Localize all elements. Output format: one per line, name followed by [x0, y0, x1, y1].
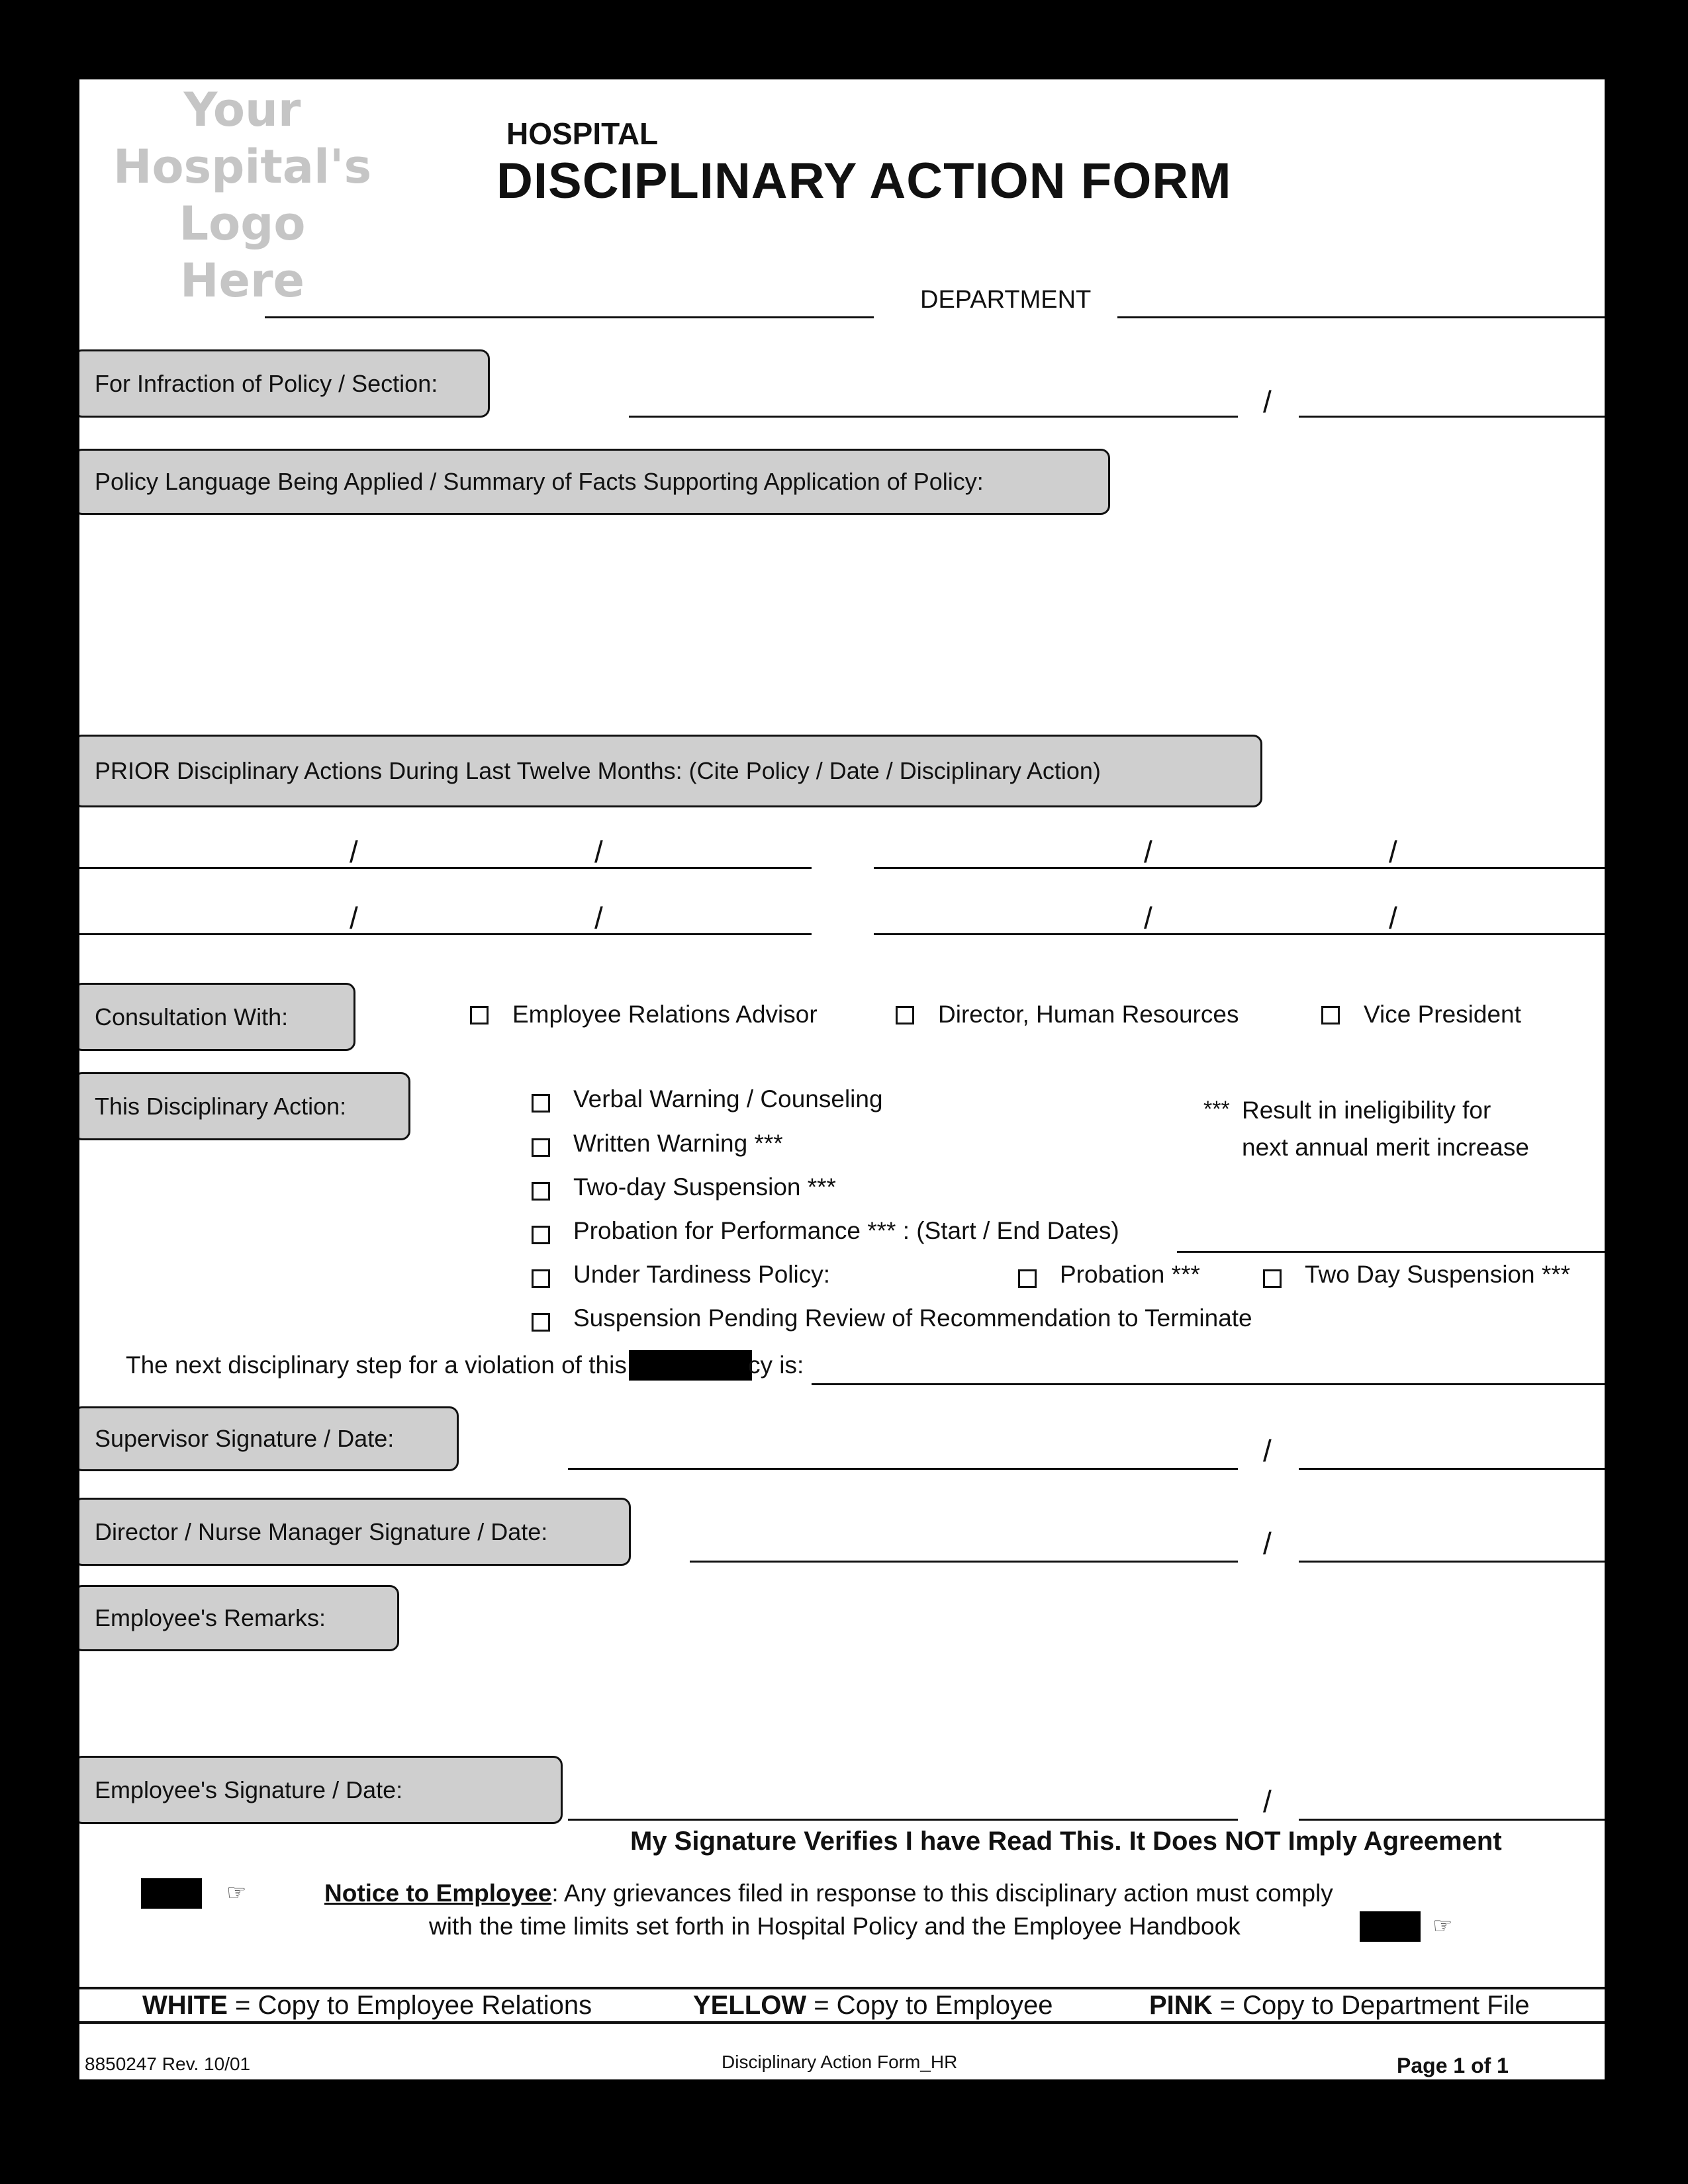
checkbox-verbal-warning[interactable]	[532, 1094, 550, 1113]
name-line[interactable]	[265, 316, 874, 318]
pointing-hand-icon: ☞	[1432, 1913, 1453, 1938]
consultation-label-text: Consultation With:	[95, 1003, 289, 1030]
copy-pink	[1149, 1991, 1530, 2021]
employee-signature-line[interactable]	[568, 1819, 1238, 1821]
copy-pink-color: PINK	[1149, 1991, 1213, 2020]
action-verbal-warning: Verbal Warning / Counseling	[573, 1085, 883, 1113]
employee-signature-label-text: Employee's Signature / Date:	[95, 1776, 403, 1803]
supervisor-signature-label-text: Supervisor Signature / Date:	[95, 1425, 395, 1452]
separator: /	[594, 835, 603, 869]
employee-signature-label	[79, 1756, 563, 1824]
infraction-policy-line[interactable]	[629, 416, 1238, 418]
probation-dates-line[interactable]	[1177, 1251, 1605, 1253]
checkbox-tardiness-policy[interactable]	[532, 1269, 550, 1288]
checkbox-probation-performance[interactable]	[532, 1226, 550, 1244]
director-signature-label-text: Director / Nurse Manager Signature / Date:	[95, 1518, 548, 1545]
page-number: Page 1 of 1	[1397, 2054, 1509, 2077]
prior-row-1-right-line[interactable]	[874, 867, 1605, 869]
separator: /	[1263, 1433, 1272, 1468]
copy-white-color: WHITE	[142, 1991, 228, 2020]
note-line-2: next annual merit increase	[1242, 1134, 1529, 1161]
redaction-block	[141, 1878, 202, 1909]
prior-row-1-left-line[interactable]	[79, 867, 812, 869]
director-date-line[interactable]	[1299, 1561, 1605, 1563]
separator: /	[1263, 1784, 1272, 1819]
logo-line: Your	[183, 83, 301, 137]
header-hospital: HOSPITAL	[506, 116, 659, 151]
prior-actions-label	[79, 735, 1262, 807]
copy-pink-text: = Copy to Department File	[1212, 1991, 1530, 2020]
logo-line: Logo	[179, 197, 306, 251]
option-director-hr: Director, Human Resources	[938, 1001, 1239, 1028]
note-stars: ***	[1203, 1097, 1230, 1122]
action-tardiness-suspension: Two Day Suspension ***	[1305, 1261, 1571, 1288]
separator: /	[1144, 835, 1152, 869]
consultation-label	[79, 983, 355, 1051]
notice-line-1	[324, 1880, 1333, 1907]
separator: /	[594, 901, 603, 935]
employee-date-line[interactable]	[1299, 1819, 1605, 1821]
next-step-text: The next disciplinary step for a violation of this	[126, 1351, 627, 1379]
form-name: Disciplinary Action Form_HR	[722, 2052, 958, 2072]
checkbox-director-hr[interactable]	[896, 1006, 914, 1024]
notice-text-1: : Any grievances filed in response to this disciplinary action must comply	[551, 1880, 1333, 1907]
supervisor-signature-line[interactable]	[568, 1468, 1238, 1470]
this-action-label-text: This Disciplinary Action:	[95, 1092, 347, 1120]
separator: /	[350, 901, 358, 935]
checkbox-tardiness-suspension[interactable]	[1263, 1269, 1282, 1288]
separator: /	[1144, 901, 1152, 935]
note-line-1: Result in ineligibility for	[1242, 1097, 1491, 1124]
logo-line: Here	[179, 253, 305, 308]
prior-row-2-right-line[interactable]	[874, 933, 1605, 935]
action-written-warning: Written Warning ***	[573, 1130, 783, 1157]
separator: /	[350, 835, 358, 869]
supervisor-signature-label	[79, 1406, 459, 1471]
notice-label: Notice to Employee	[324, 1880, 552, 1907]
policy-language-label-text: Policy Language Being Applied / Summary of Facts Supporting Application of Policy:	[95, 468, 984, 495]
separator: /	[1263, 385, 1272, 419]
form-title: DISCIPLINARY ACTION FORM	[496, 153, 1232, 209]
checkbox-employee-relations[interactable]	[470, 1006, 489, 1024]
copy-yellow	[693, 1991, 1053, 2021]
copy-yellow-color: YELLOW	[693, 1991, 807, 2020]
action-tardiness-policy: Under Tardiness Policy:	[573, 1261, 830, 1288]
option-employee-relations: Employee Relations Advisor	[512, 1001, 818, 1028]
checkbox-suspension-pending[interactable]	[532, 1313, 550, 1332]
notice-line-2: with the time limits set forth in Hospital Policy and the Employee Handbook	[429, 1913, 1241, 1940]
employee-remarks-label-text: Employee's Remarks:	[95, 1604, 326, 1631]
logo-line: Hospital's	[113, 140, 372, 194]
redaction-block	[629, 1350, 752, 1381]
action-probation-performance: Probation for Performance *** : (Start / End Dates)	[573, 1217, 1119, 1244]
policy-language-label	[79, 449, 1110, 515]
this-action-label	[79, 1072, 410, 1140]
next-step-text-end: cy is:	[748, 1351, 804, 1379]
pointing-hand-icon: ☞	[226, 1880, 247, 1905]
infraction-label-text: For Infraction of Policy / Section:	[95, 369, 438, 397]
employee-remarks-area[interactable]	[106, 1661, 1575, 1754]
copy-yellow-text: = Copy to Employee	[806, 1991, 1053, 2020]
hospital-logo-placeholder	[79, 79, 405, 311]
department-label: DEPARTMENT	[920, 286, 1092, 314]
form-number: 8850247 Rev. 10/01	[85, 2054, 251, 2074]
copy-distribution-bar	[79, 1987, 1605, 2024]
department-line[interactable]	[1117, 316, 1605, 318]
form-page	[79, 79, 1605, 2079]
employee-remarks-label	[79, 1585, 399, 1651]
option-vice-president: Vice President	[1364, 1001, 1521, 1028]
separator: /	[1389, 835, 1397, 869]
checkbox-vice-president[interactable]	[1321, 1006, 1340, 1024]
prior-actions-label-text: PRIOR Disciplinary Actions During Last Twelve Months: (Cite Policy / Date / Disciplinary Action)	[95, 757, 1101, 784]
separator: /	[1263, 1526, 1272, 1561]
infraction-section-line[interactable]	[1299, 416, 1605, 418]
checkbox-two-day-suspension[interactable]	[532, 1182, 550, 1201]
director-signature-label	[79, 1498, 631, 1566]
signature-verification-statement: My Signature Verifies I have Read This. It Does NOT Imply Agreement	[630, 1827, 1502, 1856]
copy-white-text: = Copy to Employee Relations	[227, 1991, 592, 2020]
prior-row-2-left-line[interactable]	[79, 933, 812, 935]
supervisor-date-line[interactable]	[1299, 1468, 1605, 1470]
redaction-block	[1360, 1911, 1421, 1942]
copy-white	[142, 1991, 592, 2021]
action-tardiness-probation: Probation ***	[1060, 1261, 1200, 1288]
director-signature-line[interactable]	[690, 1561, 1238, 1563]
infraction-label	[79, 349, 490, 418]
checkbox-written-warning[interactable]	[532, 1138, 550, 1157]
action-two-day-suspension: Two-day Suspension ***	[573, 1173, 836, 1201]
separator: /	[1389, 901, 1397, 935]
action-suspension-pending: Suspension Pending Review of Recommendation to Terminate	[573, 1304, 1252, 1332]
next-step-line[interactable]	[812, 1383, 1605, 1385]
checkbox-tardiness-probation[interactable]	[1018, 1269, 1037, 1288]
